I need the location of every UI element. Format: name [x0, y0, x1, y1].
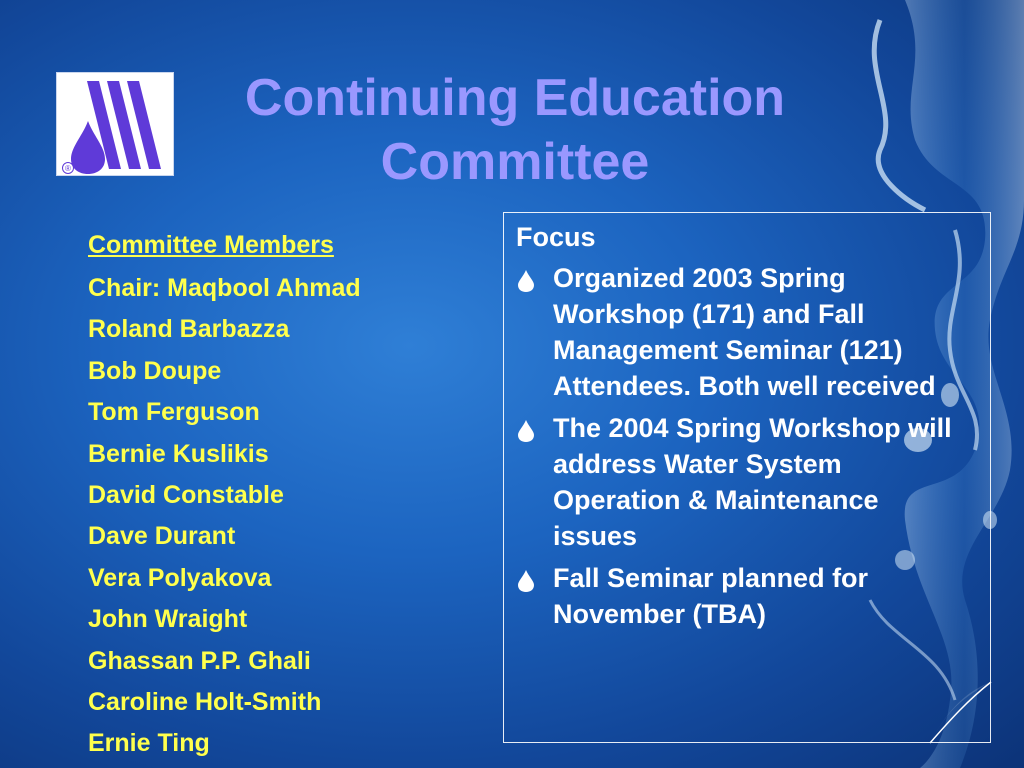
focus-bullet-text: The 2004 Spring Workshop will address Water System Operation & Maintenance issues — [553, 413, 952, 551]
member-name: Chair: Maqbool Ahmad — [88, 274, 361, 302]
member-name: John Wraight — [88, 605, 248, 634]
member-name: Vera Polyakova — [88, 563, 272, 592]
member-name: Dave Durant — [88, 522, 236, 551]
member-name: Ernie Ting — [88, 729, 210, 758]
title-line-1: Continuing Education — [244, 69, 786, 127]
focus-bullet — [516, 260, 966, 404]
member-name: Caroline Holt-Smith — [88, 688, 322, 717]
member-name: Bob Doupe — [88, 356, 222, 385]
member-name: Ghassan P.P. Ghali — [88, 646, 311, 675]
member-name: Bernie Kuslikis — [88, 439, 269, 468]
title-line-2: Committee — [380, 133, 650, 191]
focus-panel — [516, 219, 966, 638]
member-name: David Constable — [88, 481, 284, 510]
registered-mark: ® — [65, 164, 71, 173]
drop-bullet-icon — [516, 269, 536, 293]
focus-bullet-text: Fall Seminar planned for November (TBA) — [553, 563, 869, 629]
member-name: Tom Ferguson — [88, 398, 260, 427]
focus-bullet — [516, 410, 966, 554]
focus-bullet — [516, 560, 966, 632]
member-name: Roland Barbazza — [88, 315, 290, 344]
committee-members-heading: Committee Members — [88, 231, 334, 259]
drop-bullet-icon — [516, 419, 536, 443]
drop-bullet-icon — [516, 569, 536, 593]
focus-heading: Focus — [516, 222, 596, 252]
focus-bullet-text: Organized 2003 Spring Workshop (171) and Fall Management Seminar (121) Attendees. Both well received — [553, 263, 936, 401]
